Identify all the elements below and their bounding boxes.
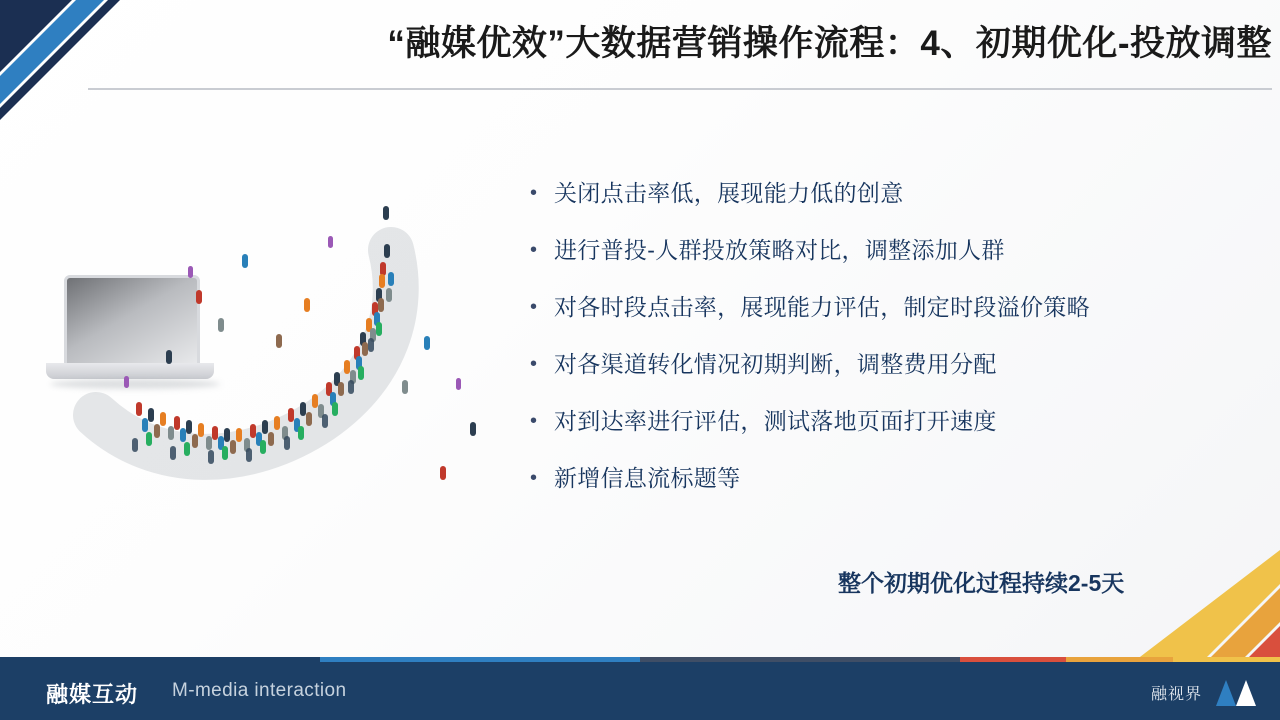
bullet-list bbox=[530, 176, 1250, 518]
list-item bbox=[530, 176, 1250, 210]
list-item bbox=[530, 233, 1250, 267]
bullet-marker-icon: • bbox=[530, 296, 538, 318]
title-divider bbox=[88, 88, 1272, 90]
bullet-marker-icon: • bbox=[530, 239, 538, 261]
list-item bbox=[530, 347, 1250, 381]
crowd-arrow-illustration bbox=[36, 170, 506, 500]
list-item-text: 对各时段点击率，展现能力评估，制定时段溢价策略 bbox=[554, 294, 1090, 320]
footer bbox=[0, 662, 1280, 720]
list-item-text: 新增信息流标题等 bbox=[554, 465, 741, 491]
footnote: 整个初期优化过程持续2-5天 bbox=[838, 570, 1125, 596]
list-item bbox=[530, 461, 1250, 495]
bullet-marker-icon: • bbox=[530, 467, 538, 489]
footer-subtitle: M-media interaction bbox=[172, 680, 347, 701]
m-logo-icon bbox=[1214, 674, 1258, 708]
bullet-marker-icon: • bbox=[530, 353, 538, 375]
page-title: “融媒优效”大数据营销操作流程：4、初期优化-投放调整 bbox=[387, 24, 1272, 63]
list-item-text: 对到达率进行评估，测试落地页面打开速度 bbox=[554, 408, 997, 434]
slide-header bbox=[0, 0, 1280, 95]
list-item-text: 对各渠道转化情况初期判断，调整费用分配 bbox=[554, 351, 997, 377]
footer-right-label: 融视界 bbox=[1150, 686, 1202, 703]
list-item bbox=[530, 290, 1250, 324]
list-item bbox=[530, 404, 1250, 438]
bullet-marker-icon: • bbox=[530, 410, 538, 432]
bullet-marker-icon: • bbox=[530, 182, 538, 204]
footer-brand: 融媒互动 bbox=[46, 682, 139, 707]
list-item-text: 进行普投-人群投放策略对比，调整添加人群 bbox=[554, 237, 1005, 263]
list-item-text: 关闭点击率低，展现能力低的创意 bbox=[554, 180, 904, 206]
illustration bbox=[36, 170, 506, 500]
